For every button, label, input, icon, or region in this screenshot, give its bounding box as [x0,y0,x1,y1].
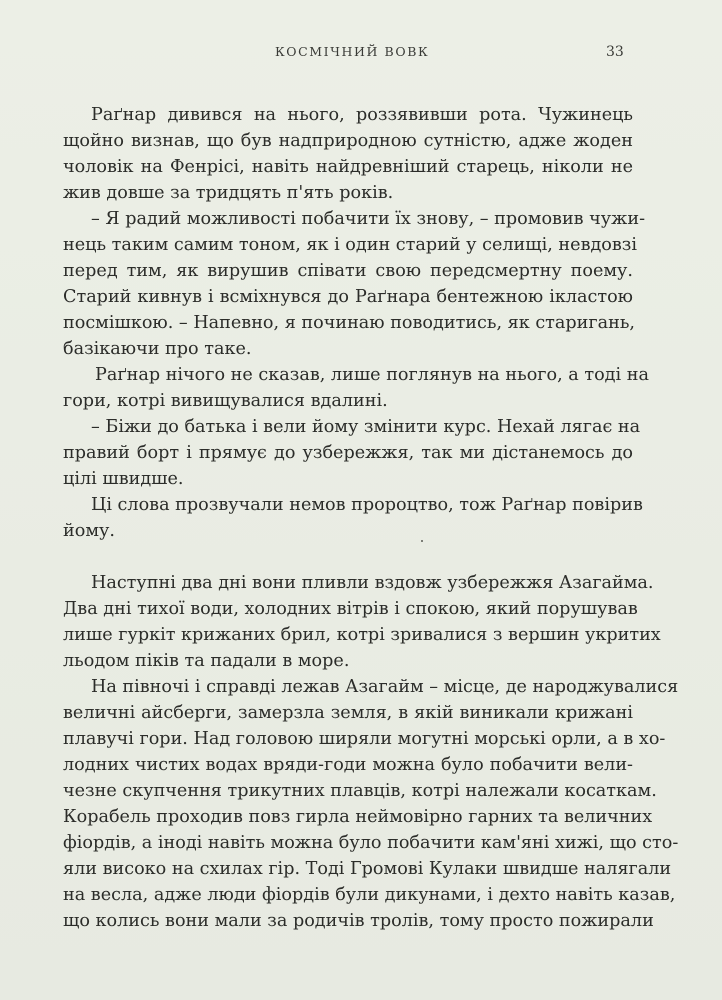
text-line: На півночі і справді лежав Азагайм – місце, де народжувалися [91,677,679,697]
text-line: щойно визнав, що був надприродною сутністю, адже жоден [63,131,633,151]
text-line: – Я радий можливості побачити їх знову, – промовив чужи- [91,209,646,229]
text-line: правий борт і прямує до узбережжя, так ми дістанемось до [63,443,633,463]
text-line: Два дні тихої води, холодних вітрів і спокою, який порушував [63,599,638,619]
text-line: Корабель проходив повз гирла неймовірно гарних та величних [63,807,653,827]
text-line: що колись вони мали за родичів тролів, тому просто пожирали [63,911,654,931]
text-line: яли високо на схилах гір. Тоді Громові Кулаки швидше налягали [63,859,672,879]
text-line: гори, котрі вивищувалися вдалині. [63,391,388,411]
text-line: – Біжи до батька і вели йому змінити курс. Нехай лягає на [91,417,641,437]
text-line: цілі швидше. [63,469,184,489]
text-line: Старий кивнув і всміхнувся до Раґнара бентежною ікластою [63,287,633,307]
text-line: чезне скупчення трикутних плавців, котрі належали косаткам. [63,781,657,801]
text-line: нець таким самим тоном, як і один старий у селищі, невдовзі [63,235,638,255]
running-title: КОСМІЧНИЙ ВОВК [275,44,430,59]
text-line: льодом піків та падали в море. [63,651,350,671]
page-number: 33 [606,44,624,60]
text-line: лише гуркіт крижаних брил, котрі зривалися з вершин укритих [63,625,661,645]
text-line: Раґнар дивився на нього, роззявивши рота. Чужинець [91,105,633,125]
text-line: Раґнар нічого не сказав, лише поглянув на нього, а тоді на [95,365,649,385]
text-line: базікаючи про таке. [63,339,252,359]
text-line: величні айсберги, замерзла земля, в якій виникали крижані [63,703,633,723]
text-line: Наступні два дні вони пливли вздовж узбережжя Азагайма. [91,573,654,593]
text-line: перед тим, як вирушив співати свою передсмертну поему. [63,261,633,281]
text-line: посмішкою. – Напевно, я починаю поводитись, як старигань, [63,313,636,333]
running-head [0,44,722,68]
text-line: Ці слова прозвучали немов пророцтво, тож Раґнар повірив [91,495,643,515]
text-line: плавучі гори. Над головою ширяли могутні морські орли, а в хо- [63,729,666,749]
text-line: на весла, адже люди фіордів були дикунами, і дехто навіть казав, [63,885,676,905]
text-line: жив довше за тридцять п'ять років. [63,183,394,203]
text-line: йому. [63,521,115,541]
text-line: фіордів, а іноді навіть можна було побачити кам'яні хижі, що сто- [63,833,679,853]
print-speck [421,540,423,542]
text-line: лодних чистих водах вряди-годи можна було побачити вели- [63,755,633,775]
text-line: чоловік на Фенрісі, навіть найдревніший старець, ніколи не [63,157,633,177]
